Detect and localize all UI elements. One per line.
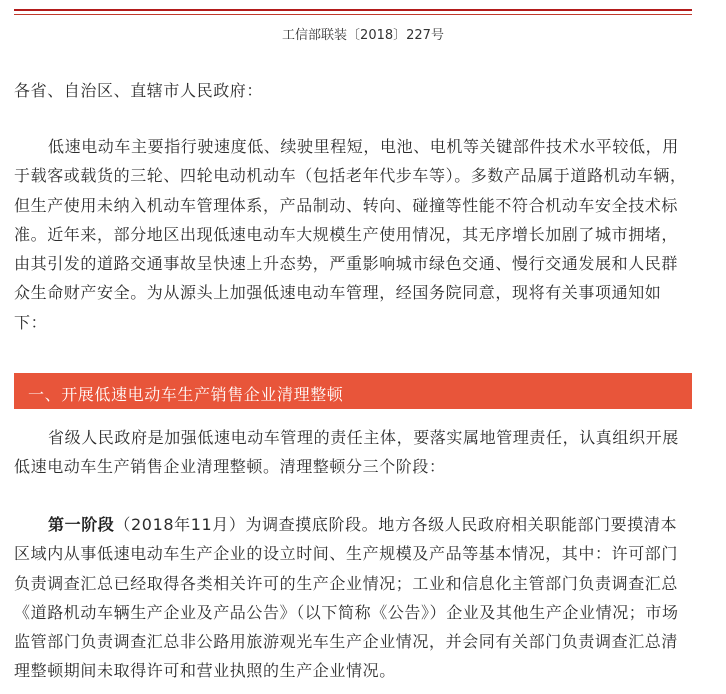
- salutation: 各省、自治区、直辖市人民政府：: [14, 81, 264, 100]
- document-number: 工信部联装〔2018〕227号: [282, 28, 444, 43]
- stage-paragraph: [14, 510, 690, 686]
- section-heading: 一、开展低速电动车生产销售企业清理整顿: [28, 385, 344, 404]
- stage-text: （2018年11月）为调查摸底阶段。地方各级人民政府相关职能部门要摸清本区域内从事低速电动车生产企业的设立时间、生产规模及产品等基本情况，其中：许可部门负责调查汇总已经取得各类相关许可的生产企业情况；工业和信息化主管部门负责调查汇总《道路机动车辆生产企业及产品公告》（以下简称《公告》）企业及其他生产企业情况；市场监管部门负责调查汇总非公路用旅游观光车生产企业情况，并会同有关部门负责调查汇总清理整顿期间未取得许可和营业执照的生产企业情况。: [14, 515, 679, 681]
- header-rule-thick: [14, 9, 692, 11]
- intro-paragraph: 低速电动车主要指行驶速度低、续驶里程短，电池、电机等关键部件技术水平较低，用于载客或载货的三轮、四轮电动机动车（包括老年代步车等）。多数产品属于道路机动车辆，但生产使用未纳入机动车管理体系，产品制动、转向、碰撞等性能不符合机动车安全技术标准。近年来，部分地区出现低速电动车大规模生产使用情况，其无序增长加剧了城市拥堵，由其引发的道路交通事故呈快速上升态势，严重影响城市绿色交通、慢行交通发展和人民群众生命财产安全。为从源头上加强低速电动车管理，经国务院同意，现将有关事项通知如下：: [14, 137, 687, 332]
- header-rule-thin: [14, 14, 692, 15]
- section-heading-bar: [14, 373, 692, 409]
- stage-label: 第一阶段: [48, 515, 115, 534]
- section-paragraph: 省级人民政府是加强低速电动车管理的责任主体，要落实属地管理责任，认真组织开展低速电动车生产销售企业清理整顿。清理整顿分三个阶段：: [14, 428, 679, 477]
